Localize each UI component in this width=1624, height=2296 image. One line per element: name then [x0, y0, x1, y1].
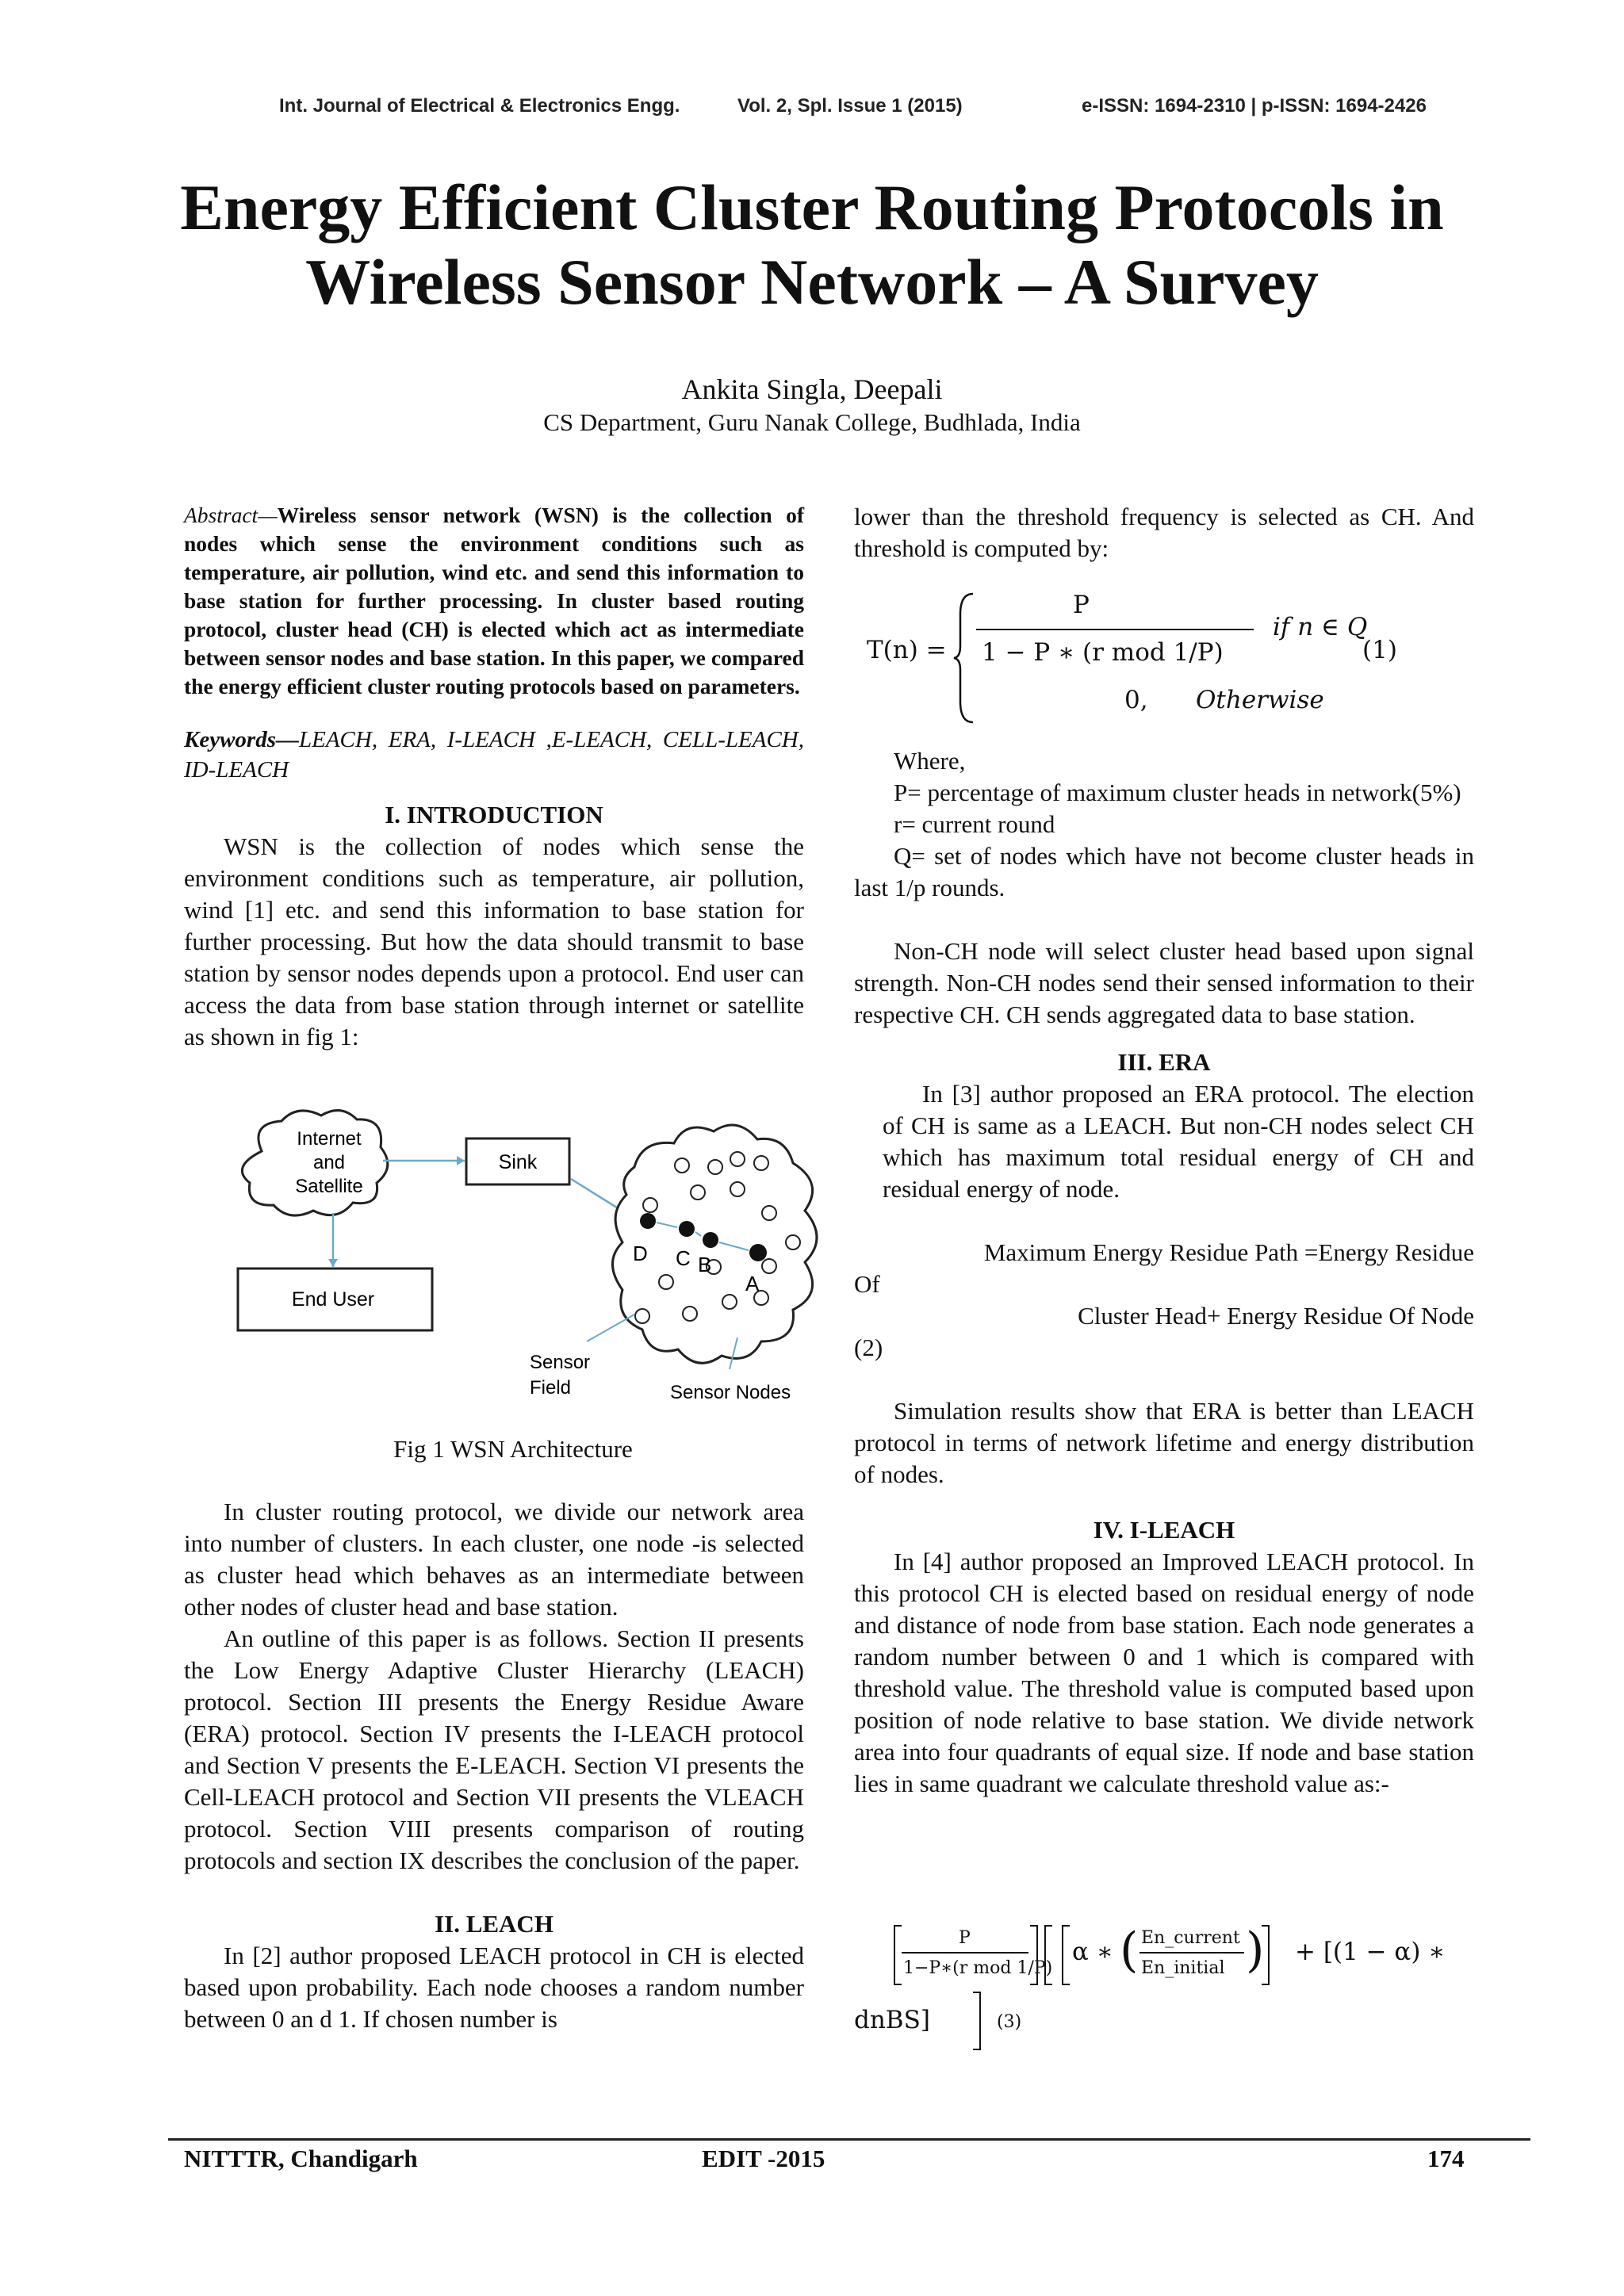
leach-paragraph-1: In [2] author proposed LEACH protocol in CH is elected based upon probability. Each node chooses a random number between 0 an d 1. If chosen number is: [184, 1942, 804, 2033]
cloud-label-1: Internet: [297, 1128, 362, 1150]
eq3-bracket-left-2: [1044, 1925, 1052, 1985]
eq1-condition-2: Otherwise: [1196, 686, 1324, 714]
intro-paragraph-1: WSN is the collection of nodes which sense the environment conditions such as temperature, air pollution, wind [1] etc. and send this information to base station for further processing. But how the data should transmit to base station by sensor nodes depends upon a protocol. End user can access the data from base station through internet or satellite as shown in fig 1:: [184, 832, 804, 1050]
era-equation-of: Of: [854, 1270, 880, 1298]
eq3-bracket-left-3: [1062, 1925, 1070, 1985]
header-volume: Vol. 2, Spl. Issue 1 (2015): [737, 95, 963, 117]
abstract: [184, 501, 804, 701]
node-label-a: A: [745, 1272, 760, 1295]
left-column: [184, 501, 804, 1053]
affiliation: CS Department, Guru Nanak College, Budhlada, India: [543, 408, 1081, 436]
section-heading-ileach: IV. I-LEACH: [1093, 1516, 1235, 1544]
end-user-label: End User: [291, 1288, 375, 1311]
eq3-paren-right: ): [1246, 1923, 1265, 1978]
eq1-brace-path: [954, 594, 973, 722]
figure-caption: Fig 1 WSN Architecture: [393, 1435, 633, 1463]
eq3-number: (3): [997, 2012, 1022, 2032]
leach-paragraph-3: Non-CH node will select cluster head based upon signal strength. Non-CH nodes send their sensed information to their respective CH. CH sends aggregated data to base station.: [854, 937, 1474, 1028]
sensor-node: [659, 1275, 673, 1289]
eq3-e-current: En_current: [1141, 1928, 1240, 1948]
eq1-lhs: T(n) =: [867, 636, 947, 664]
sensor-node: [730, 1152, 745, 1166]
cloud-enduser-arrowhead: [328, 1259, 338, 1267]
footer-rule: [168, 2138, 1530, 2141]
era-paragraph-1: In [3] author proposed an ERA protocol. The election of CH is same as a LEACH. But non-CH nodes select CH which has maximum total residual energy of CH and residual energy of node.: [883, 1080, 1474, 1203]
sensor-node: [683, 1307, 697, 1321]
node-label-d: D: [633, 1242, 648, 1265]
eq3-inner-fraction-bar: [1139, 1952, 1244, 1954]
eq3-tail: + [(1 − α) ∗: [1295, 1938, 1446, 1966]
sensor-node: [708, 1160, 722, 1174]
sink-label: Sink: [498, 1151, 538, 1173]
cloud-sink-arrowhead: [457, 1156, 465, 1165]
intro-paragraph-2: In cluster routing protocol, we divide our network area into number of clusters. In each cluster, one node -is selected as cluster head which behaves as an intermediate between other nodes of cluster head and base station.: [184, 1498, 804, 1621]
eq3-bracket-right-3: [973, 1992, 981, 2050]
section-heading-introduction: I. INTRODUCTION: [385, 801, 603, 828]
eq3-numerator: P: [959, 1928, 971, 1948]
footer-left: NITTTR, Chandigarh: [184, 2145, 418, 2172]
node-label-c: C: [676, 1246, 691, 1270]
sensor-field-label-1: Sensor: [530, 1352, 591, 1373]
equation-3: [854, 1919, 1480, 2077]
node-b: [703, 1232, 718, 1248]
figure-wsn-architecture: [222, 1104, 841, 1421]
ileach-paragraph-1: In [4] author proposed an Improved LEACH protocol. In this protocol CH is elected based on residual energy of node and distance of node from base station. Each node generates a random number between 0 and 1 which is compared with threshold value. The threshold value is computed based upon position of node relative to base station. We divide network area into four quadrants of equal size. If node and base station lies in same quadrant we calculate threshold value as:-: [854, 1548, 1474, 1797]
left-column-lower: [184, 1496, 804, 2035]
eq1-condition-1: if n ∈ Q: [1273, 613, 1368, 641]
eq3-paren-left: (: [1120, 1923, 1139, 1978]
section-heading-era: III. ERA: [1117, 1048, 1211, 1076]
eq3-bracket-right-1: [1030, 1925, 1038, 1985]
definition-p: P= percentage of maximum cluster heads in network(5%): [894, 779, 1461, 806]
sensor-node: [675, 1158, 689, 1173]
definition-r: r= current round: [894, 810, 1055, 838]
equation-1: [867, 591, 1485, 725]
sensor-node: [762, 1206, 776, 1220]
title-line-2: Wireless Sensor Network – A Survey: [305, 246, 1319, 318]
footer-center: EDIT -2015: [702, 2145, 825, 2172]
title-line-1: Energy Efficient Cluster Routing Protocols in: [180, 171, 1444, 243]
definition-q: Q= set of nodes which have not become cluster heads in last 1/p rounds.: [854, 842, 1474, 901]
node-a: [749, 1244, 767, 1261]
intro-paragraph-3: An outline of this paper is as follows. Section II presents the Low Energy Adaptive Cluster Hierarchy (LEACH) protocol. Section III presents the Energy Residue Aware (ERA) protocol. Section IV presents the I-LEACH protocol and Section V presents the E-LEACH. Section VI presents the Cell-LEACH protocol and Section VII presents the VLEACH protocol. Section VIII presents comparison of routing protocols and section IX describes the conclusion of the paper.: [184, 1624, 804, 1874]
cloud-label-3: Satellite: [295, 1176, 363, 1197]
eq3-bracket-left-1: [894, 1925, 902, 1985]
eq1-zero: 0,: [1124, 686, 1148, 714]
eq3-bracket-right-2: [1262, 1925, 1270, 1985]
eq1-denominator: 1 − P ∗ (r mod 1/P): [982, 638, 1224, 667]
page-number: 174: [1427, 2145, 1465, 2172]
eq1-fraction-bar: [976, 629, 1254, 630]
sensor-node: [754, 1156, 768, 1170]
era-equation-line-1: Maximum Energy Residue Path =Energy Residue: [983, 1238, 1474, 1266]
header-issn: e-ISSN: 1694-2310 | p-ISSN: 1694-2426: [1082, 95, 1427, 117]
sensor-node: [786, 1235, 800, 1249]
authors: Ankita Singla, Deepali: [681, 373, 943, 405]
sensor-node: [691, 1185, 705, 1200]
eq3-denominator: 1−P∗(r mod 1/P): [903, 1958, 1053, 1978]
sensor-nodes-label: Sensor Nodes: [670, 1382, 791, 1403]
sensor-field-pointer: [587, 1314, 634, 1341]
sensor-field-label-2: Field: [530, 1377, 572, 1399]
keywords-text: LEACH, ERA, I-LEACH ,E-LEACH, CELL-LEACH, ID-LEACH: [184, 727, 804, 783]
era-paragraph-2: Simulation results show that ERA is better than LEACH protocol in terms of network lifetime and energy distribution of nodes.: [854, 1397, 1474, 1488]
keywords-label: Keywords—: [184, 727, 299, 752]
eq1-number: (1): [1362, 636, 1397, 664]
eq3-dnbs: dnBS]: [854, 2006, 930, 2034]
eq3-alpha: α ∗: [1072, 1938, 1113, 1966]
era-equation-number: (2): [854, 1334, 883, 1361]
right-column-defs: [854, 745, 1474, 1800]
header-journal: Int. Journal of Electrical & Electronics Engg.: [279, 95, 680, 117]
eq3-fraction-bar: [902, 1952, 1028, 1954]
where-label: Where,: [894, 747, 966, 775]
sensor-node: [730, 1182, 745, 1196]
abstract-text: Wireless sensor network (WSN) is the collection of nodes which sense the environment conditions such as temperature, air pollution, wind etc. and send this information to base station for further processing. In cluster based routing protocol, cluster head (CH) is elected which act as intermediate between sensor nodes and base station. In this paper, we compared the energy efficient cluster routing protocols based on parameters.: [184, 503, 804, 698]
sensor-node: [762, 1259, 776, 1273]
eq3-e-initial: En_initial: [1141, 1958, 1225, 1978]
sensor-node: [643, 1198, 657, 1212]
node-label-b: B: [698, 1253, 712, 1276]
node-c: [679, 1221, 695, 1237]
keywords: [184, 725, 804, 785]
section-heading-leach: II. LEACH: [435, 1910, 553, 1938]
leach-paragraph-2: lower than the threshold frequency is selected as CH. And threshold is computed by:: [854, 503, 1474, 562]
right-column: [854, 501, 1474, 564]
eq1-numerator: P: [1073, 591, 1090, 619]
cloud-label-2: and: [312, 1152, 346, 1173]
sensor-node: [722, 1295, 737, 1309]
eq1-brace: [952, 591, 976, 725]
era-equation-line-2: Cluster Head+ Energy Residue Of Node: [1078, 1302, 1474, 1330]
node-d: [640, 1213, 656, 1229]
paper-title: [0, 170, 1624, 320]
sensor-node: [635, 1309, 649, 1323]
abstract-label: Abstract—: [184, 503, 278, 527]
